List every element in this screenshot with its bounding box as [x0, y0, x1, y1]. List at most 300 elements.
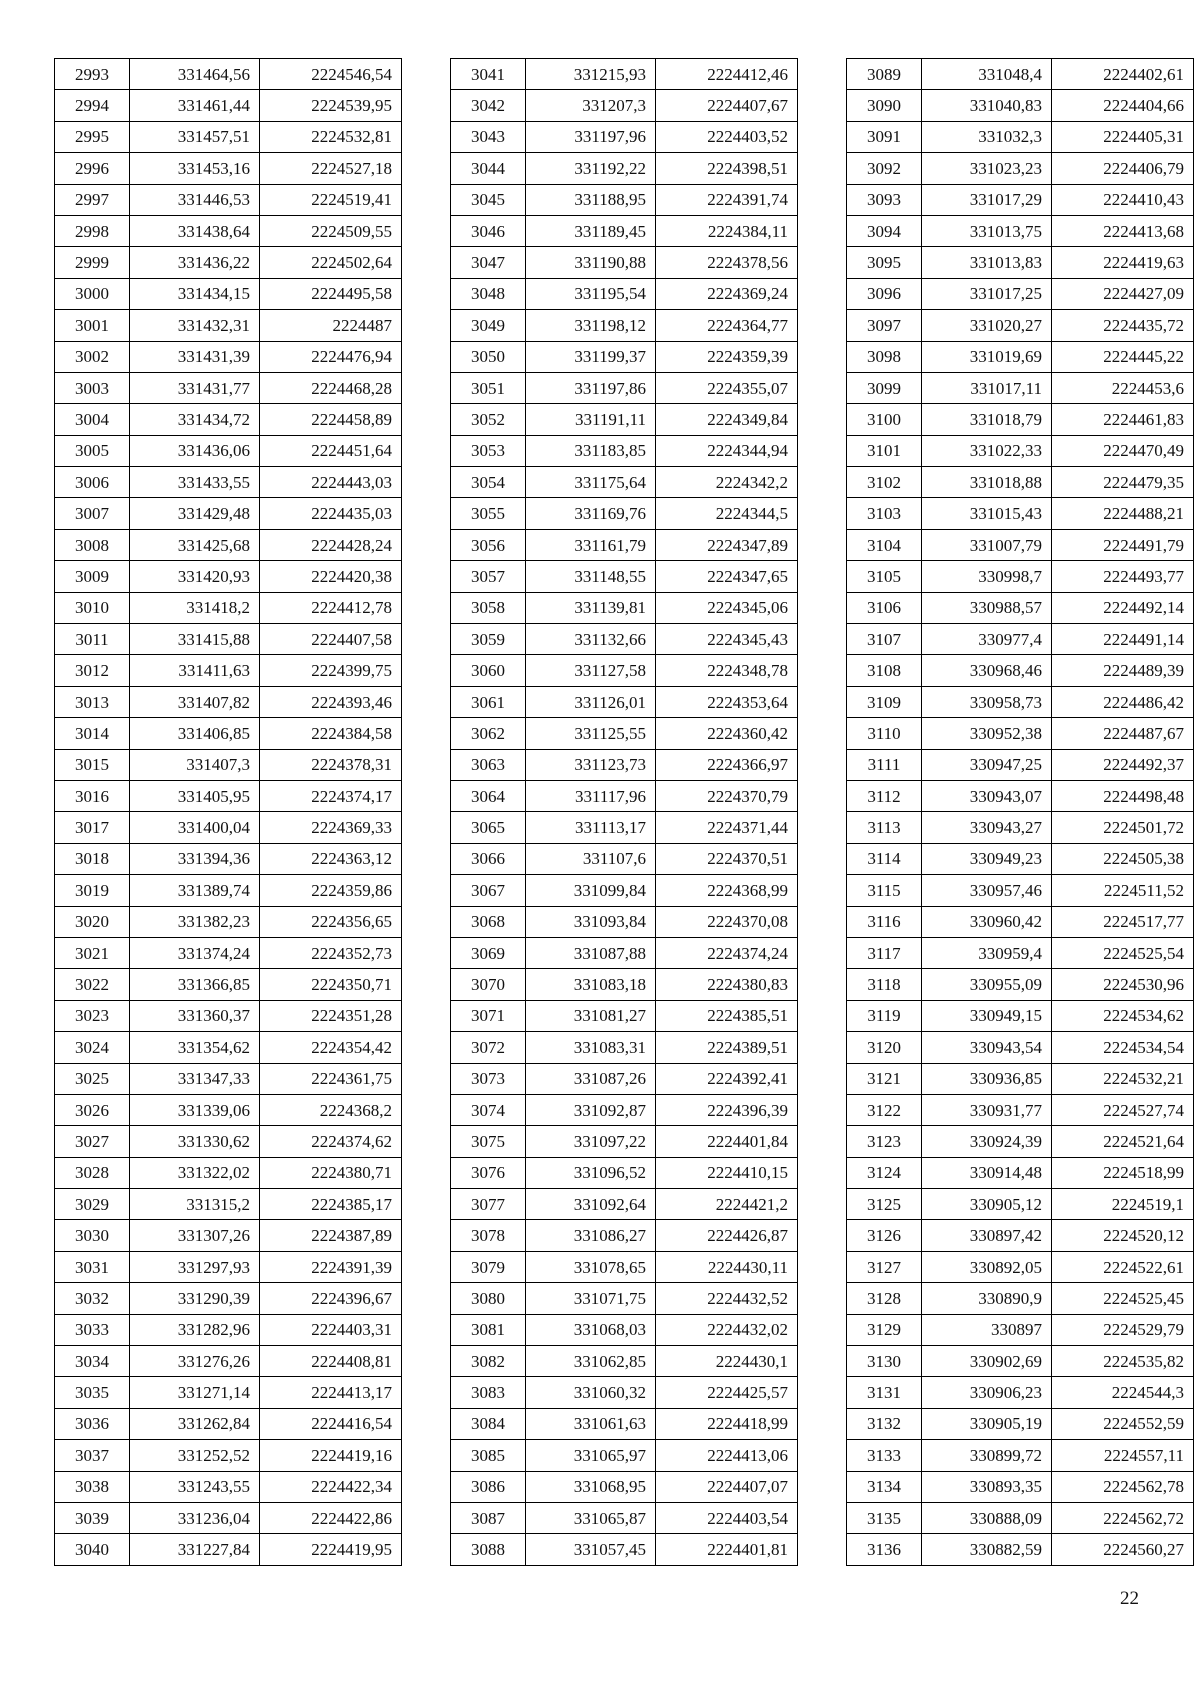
- point-number-cell: 3029: [55, 1189, 130, 1220]
- point-number-cell: 3009: [55, 561, 130, 592]
- x-coordinate-cell: 330897,42: [922, 1220, 1052, 1251]
- x-coordinate-cell: 331436,06: [130, 435, 260, 466]
- table-row: [847, 435, 1194, 466]
- x-coordinate-cell: 331113,17: [526, 812, 656, 843]
- point-number-cell: 3006: [55, 467, 130, 498]
- x-coordinate-cell: 331276,26: [130, 1346, 260, 1377]
- x-coordinate-cell: 331083,18: [526, 969, 656, 1000]
- y-coordinate-cell: 2224468,28: [260, 372, 402, 403]
- x-coordinate-cell: 331018,79: [922, 404, 1052, 435]
- table-row: [847, 1471, 1194, 1502]
- x-coordinate-cell: 331429,48: [130, 498, 260, 529]
- point-number-cell: 3022: [55, 969, 130, 1000]
- y-coordinate-cell: 2224410,43: [1052, 184, 1194, 215]
- y-coordinate-cell: 2224488,21: [1052, 498, 1194, 529]
- x-coordinate-cell: 330952,38: [922, 718, 1052, 749]
- x-coordinate-cell: 330890,9: [922, 1283, 1052, 1314]
- y-coordinate-cell: 2224430,1: [656, 1346, 798, 1377]
- y-coordinate-cell: 2224432,02: [656, 1314, 798, 1345]
- point-number-cell: 3044: [451, 153, 526, 184]
- x-coordinate-cell: 331330,62: [130, 1126, 260, 1157]
- y-coordinate-cell: 2224532,21: [1052, 1063, 1194, 1094]
- point-number-cell: 3108: [847, 655, 922, 686]
- table-row: [847, 372, 1194, 403]
- table-row: [55, 1063, 402, 1094]
- table-row: [847, 843, 1194, 874]
- point-number-cell: 3001: [55, 310, 130, 341]
- table-row: [451, 467, 798, 498]
- point-number-cell: 3110: [847, 718, 922, 749]
- x-coordinate-cell: 331148,55: [526, 561, 656, 592]
- table-row: [451, 215, 798, 246]
- y-coordinate-cell: 2224352,73: [260, 937, 402, 968]
- x-coordinate-cell: 331315,2: [130, 1189, 260, 1220]
- y-coordinate-cell: 2224344,5: [656, 498, 798, 529]
- point-number-cell: 3084: [451, 1408, 526, 1439]
- point-number-cell: 2996: [55, 153, 130, 184]
- table-row: [847, 59, 1194, 90]
- x-coordinate-cell: 330897: [922, 1314, 1052, 1345]
- table-row: [451, 153, 798, 184]
- x-coordinate-cell: 331183,85: [526, 435, 656, 466]
- point-number-cell: 3038: [55, 1471, 130, 1502]
- x-coordinate-cell: 330955,09: [922, 969, 1052, 1000]
- point-number-cell: 3031: [55, 1251, 130, 1282]
- point-number-cell: 3081: [451, 1314, 526, 1345]
- table-row: [451, 1377, 798, 1408]
- y-coordinate-cell: 2224342,2: [656, 467, 798, 498]
- table-row: [55, 561, 402, 592]
- x-coordinate-cell: 330906,23: [922, 1377, 1052, 1408]
- table-row: [451, 341, 798, 372]
- x-coordinate-cell: 331123,73: [526, 749, 656, 780]
- point-number-cell: 3017: [55, 812, 130, 843]
- y-coordinate-cell: 2224491,79: [1052, 529, 1194, 560]
- y-coordinate-cell: 2224345,43: [656, 624, 798, 655]
- x-coordinate-cell: 331197,96: [526, 121, 656, 152]
- table-row: [55, 906, 402, 937]
- x-coordinate-cell: 331126,01: [526, 686, 656, 717]
- x-coordinate-cell: 331099,84: [526, 875, 656, 906]
- y-coordinate-cell: 2224347,89: [656, 529, 798, 560]
- table-row: [451, 624, 798, 655]
- point-number-cell: 3033: [55, 1314, 130, 1345]
- point-number-cell: 3100: [847, 404, 922, 435]
- point-number-cell: 3077: [451, 1189, 526, 1220]
- y-coordinate-cell: 2224501,72: [1052, 812, 1194, 843]
- x-coordinate-cell: 331360,37: [130, 1000, 260, 1031]
- y-coordinate-cell: 2224432,52: [656, 1283, 798, 1314]
- table-row: [55, 843, 402, 874]
- table-row: [451, 686, 798, 717]
- point-number-cell: 3074: [451, 1094, 526, 1125]
- x-coordinate-cell: 331407,3: [130, 749, 260, 780]
- x-coordinate-cell: 330914,48: [922, 1157, 1052, 1188]
- x-coordinate-cell: 331092,64: [526, 1189, 656, 1220]
- y-coordinate-cell: 2224453,6: [1052, 372, 1194, 403]
- x-coordinate-cell: 331071,75: [526, 1283, 656, 1314]
- y-coordinate-cell: 2224492,14: [1052, 592, 1194, 623]
- table-row: [451, 1283, 798, 1314]
- table-row: [55, 875, 402, 906]
- point-number-cell: 3095: [847, 247, 922, 278]
- table-row: [847, 278, 1194, 309]
- x-coordinate-cell: 331198,12: [526, 310, 656, 341]
- point-number-cell: 3128: [847, 1283, 922, 1314]
- y-coordinate-cell: 2224458,89: [260, 404, 402, 435]
- x-coordinate-cell: 331227,84: [130, 1534, 260, 1565]
- x-coordinate-cell: 331339,06: [130, 1094, 260, 1125]
- y-coordinate-cell: 2224368,2: [260, 1094, 402, 1125]
- point-number-cell: 3026: [55, 1094, 130, 1125]
- x-coordinate-cell: 331189,45: [526, 215, 656, 246]
- y-coordinate-cell: 2224406,79: [1052, 153, 1194, 184]
- x-coordinate-cell: 331199,37: [526, 341, 656, 372]
- point-number-cell: 3130: [847, 1346, 922, 1377]
- table-row: [847, 341, 1194, 372]
- table-row: [847, 624, 1194, 655]
- y-coordinate-cell: 2224443,03: [260, 467, 402, 498]
- point-number-cell: 3135: [847, 1502, 922, 1533]
- point-number-cell: 3073: [451, 1063, 526, 1094]
- y-coordinate-cell: 2224525,45: [1052, 1283, 1194, 1314]
- point-number-cell: 3051: [451, 372, 526, 403]
- point-number-cell: 3106: [847, 592, 922, 623]
- table-row: [55, 1314, 402, 1345]
- x-coordinate-cell: 331297,93: [130, 1251, 260, 1282]
- table-row: [451, 278, 798, 309]
- table-row: [55, 1471, 402, 1502]
- y-coordinate-cell: 2224407,67: [656, 90, 798, 121]
- y-coordinate-cell: 2224412,78: [260, 592, 402, 623]
- x-coordinate-cell: 331406,85: [130, 718, 260, 749]
- y-coordinate-cell: 2224355,07: [656, 372, 798, 403]
- x-coordinate-cell: 331366,85: [130, 969, 260, 1000]
- y-coordinate-cell: 2224378,56: [656, 247, 798, 278]
- table-row: [451, 1471, 798, 1502]
- x-coordinate-cell: 331425,68: [130, 529, 260, 560]
- point-number-cell: 3121: [847, 1063, 922, 1094]
- table-row: [55, 1283, 402, 1314]
- y-coordinate-cell: 2224476,94: [260, 341, 402, 372]
- point-number-cell: 3060: [451, 655, 526, 686]
- x-coordinate-cell: 330968,46: [922, 655, 1052, 686]
- x-coordinate-cell: 331065,87: [526, 1502, 656, 1533]
- y-coordinate-cell: 2224502,64: [260, 247, 402, 278]
- x-coordinate-cell: 331013,83: [922, 247, 1052, 278]
- x-coordinate-cell: 331431,39: [130, 341, 260, 372]
- point-number-cell: 3109: [847, 686, 922, 717]
- point-number-cell: 3032: [55, 1283, 130, 1314]
- point-number-cell: 3127: [847, 1251, 922, 1282]
- y-coordinate-cell: 2224408,81: [260, 1346, 402, 1377]
- table-row: [847, 1534, 1194, 1565]
- point-number-cell: 3004: [55, 404, 130, 435]
- table-row: [847, 1408, 1194, 1439]
- point-number-cell: 3093: [847, 184, 922, 215]
- table-row: [451, 969, 798, 1000]
- y-coordinate-cell: 2224392,41: [656, 1063, 798, 1094]
- point-number-cell: 3118: [847, 969, 922, 1000]
- point-number-cell: 3024: [55, 1032, 130, 1063]
- x-coordinate-cell: 331197,86: [526, 372, 656, 403]
- point-number-cell: 3097: [847, 310, 922, 341]
- point-number-cell: 3062: [451, 718, 526, 749]
- x-coordinate-cell: 331161,79: [526, 529, 656, 560]
- point-number-cell: 3011: [55, 624, 130, 655]
- y-coordinate-cell: 2224492,37: [1052, 749, 1194, 780]
- point-number-cell: 3133: [847, 1440, 922, 1471]
- table-row: [451, 906, 798, 937]
- y-coordinate-cell: 2224532,81: [260, 121, 402, 152]
- x-coordinate-cell: 331243,55: [130, 1471, 260, 1502]
- y-coordinate-cell: 2224539,95: [260, 90, 402, 121]
- x-coordinate-cell: 330893,35: [922, 1471, 1052, 1502]
- y-coordinate-cell: 2224421,2: [656, 1189, 798, 1220]
- point-number-cell: 2994: [55, 90, 130, 121]
- y-coordinate-cell: 2224479,35: [1052, 467, 1194, 498]
- point-number-cell: 3101: [847, 435, 922, 466]
- point-number-cell: 3013: [55, 686, 130, 717]
- x-coordinate-cell: 331322,02: [130, 1157, 260, 1188]
- table-row: [451, 1094, 798, 1125]
- table-row: [451, 121, 798, 152]
- x-coordinate-cell: 331169,76: [526, 498, 656, 529]
- table-row: [847, 247, 1194, 278]
- point-number-cell: 3054: [451, 467, 526, 498]
- x-coordinate-cell: 331464,56: [130, 59, 260, 90]
- y-coordinate-cell: 2224489,39: [1052, 655, 1194, 686]
- table-row: [55, 812, 402, 843]
- y-coordinate-cell: 2224534,62: [1052, 1000, 1194, 1031]
- point-number-cell: 3114: [847, 843, 922, 874]
- x-coordinate-cell: 331207,3: [526, 90, 656, 121]
- y-coordinate-cell: 2224522,61: [1052, 1251, 1194, 1282]
- x-coordinate-cell: 331389,74: [130, 875, 260, 906]
- x-coordinate-cell: 331347,33: [130, 1063, 260, 1094]
- y-coordinate-cell: 2224430,11: [656, 1251, 798, 1282]
- x-coordinate-cell: 331433,55: [130, 467, 260, 498]
- x-coordinate-cell: 331017,25: [922, 278, 1052, 309]
- point-number-cell: 3082: [451, 1346, 526, 1377]
- point-number-cell: 2995: [55, 121, 130, 152]
- x-coordinate-cell: 331013,75: [922, 215, 1052, 246]
- y-coordinate-cell: 2224560,27: [1052, 1534, 1194, 1565]
- table-row: [55, 372, 402, 403]
- y-coordinate-cell: 2224407,07: [656, 1471, 798, 1502]
- x-coordinate-cell: 331068,03: [526, 1314, 656, 1345]
- point-number-cell: 3115: [847, 875, 922, 906]
- x-coordinate-cell: 331434,72: [130, 404, 260, 435]
- point-number-cell: 3132: [847, 1408, 922, 1439]
- point-number-cell: 3120: [847, 1032, 922, 1063]
- y-coordinate-cell: 2224364,77: [656, 310, 798, 341]
- y-coordinate-cell: 2224419,95: [260, 1534, 402, 1565]
- x-coordinate-cell: 331065,97: [526, 1440, 656, 1471]
- x-coordinate-cell: 330899,72: [922, 1440, 1052, 1471]
- table-row: [451, 1032, 798, 1063]
- y-coordinate-cell: 2224534,54: [1052, 1032, 1194, 1063]
- x-coordinate-cell: 331083,31: [526, 1032, 656, 1063]
- point-number-cell: 3122: [847, 1094, 922, 1125]
- y-coordinate-cell: 2224413,68: [1052, 215, 1194, 246]
- point-number-cell: 3092: [847, 153, 922, 184]
- x-coordinate-cell: 331057,45: [526, 1534, 656, 1565]
- table-row: [847, 780, 1194, 811]
- point-number-cell: 3016: [55, 780, 130, 811]
- y-coordinate-cell: 2224509,55: [260, 215, 402, 246]
- table-row: [55, 90, 402, 121]
- point-number-cell: 3065: [451, 812, 526, 843]
- point-number-cell: 3048: [451, 278, 526, 309]
- table-row: [847, 592, 1194, 623]
- table-row: [55, 529, 402, 560]
- x-coordinate-cell: 331407,82: [130, 686, 260, 717]
- table-row: [451, 498, 798, 529]
- table-row: [55, 718, 402, 749]
- y-coordinate-cell: 2224493,77: [1052, 561, 1194, 592]
- coordinates-table-1: [54, 58, 402, 1566]
- y-coordinate-cell: 2224428,24: [260, 529, 402, 560]
- table-row: [847, 718, 1194, 749]
- table-row: [847, 310, 1194, 341]
- y-coordinate-cell: 2224354,42: [260, 1032, 402, 1063]
- x-coordinate-cell: 331382,23: [130, 906, 260, 937]
- point-number-cell: 3034: [55, 1346, 130, 1377]
- point-number-cell: 3131: [847, 1377, 922, 1408]
- y-coordinate-cell: 2224374,62: [260, 1126, 402, 1157]
- point-number-cell: 3079: [451, 1251, 526, 1282]
- table-row: [451, 1346, 798, 1377]
- x-coordinate-cell: 331081,27: [526, 1000, 656, 1031]
- table-row: [55, 686, 402, 717]
- table-row: [55, 749, 402, 780]
- x-coordinate-cell: 331453,16: [130, 153, 260, 184]
- y-coordinate-cell: 2224368,99: [656, 875, 798, 906]
- y-coordinate-cell: 2224374,17: [260, 780, 402, 811]
- point-number-cell: 3014: [55, 718, 130, 749]
- point-number-cell: 3125: [847, 1189, 922, 1220]
- y-coordinate-cell: 2224348,78: [656, 655, 798, 686]
- y-coordinate-cell: 2224371,44: [656, 812, 798, 843]
- y-coordinate-cell: 2224361,75: [260, 1063, 402, 1094]
- table-row: [847, 404, 1194, 435]
- table-row: [55, 184, 402, 215]
- table-row: [847, 467, 1194, 498]
- x-coordinate-cell: 331023,23: [922, 153, 1052, 184]
- y-coordinate-cell: 2224389,51: [656, 1032, 798, 1063]
- table-row: [55, 1440, 402, 1471]
- y-coordinate-cell: 2224422,86: [260, 1502, 402, 1533]
- x-coordinate-cell: 331048,4: [922, 59, 1052, 90]
- y-coordinate-cell: 2224350,71: [260, 969, 402, 1000]
- y-coordinate-cell: 2224527,74: [1052, 1094, 1194, 1125]
- table-row: [55, 121, 402, 152]
- x-coordinate-cell: 331127,58: [526, 655, 656, 686]
- x-coordinate-cell: 331271,14: [130, 1377, 260, 1408]
- coordinates-table-2: [450, 58, 798, 1566]
- point-number-cell: 3068: [451, 906, 526, 937]
- point-number-cell: 3036: [55, 1408, 130, 1439]
- y-coordinate-cell: 2224419,16: [260, 1440, 402, 1471]
- x-coordinate-cell: 331282,96: [130, 1314, 260, 1345]
- page-number: 22: [1120, 1588, 1139, 1609]
- table-row: [847, 969, 1194, 1000]
- x-coordinate-cell: 331087,26: [526, 1063, 656, 1094]
- x-coordinate-cell: 331290,39: [130, 1283, 260, 1314]
- table-row: [55, 592, 402, 623]
- table-row: [55, 247, 402, 278]
- x-coordinate-cell: 331086,27: [526, 1220, 656, 1251]
- table-row: [847, 215, 1194, 246]
- point-number-cell: 3078: [451, 1220, 526, 1251]
- y-coordinate-cell: 2224413,17: [260, 1377, 402, 1408]
- table-row: [55, 467, 402, 498]
- y-coordinate-cell: 2224517,77: [1052, 906, 1194, 937]
- table-row: [451, 90, 798, 121]
- table-row: [847, 937, 1194, 968]
- table-row: [847, 906, 1194, 937]
- x-coordinate-cell: 331415,88: [130, 624, 260, 655]
- y-coordinate-cell: 2224520,12: [1052, 1220, 1194, 1251]
- point-number-cell: 2999: [55, 247, 130, 278]
- y-coordinate-cell: 2224347,65: [656, 561, 798, 592]
- x-coordinate-cell: 330902,69: [922, 1346, 1052, 1377]
- table-row: [55, 1157, 402, 1188]
- table-row: [55, 1220, 402, 1251]
- y-coordinate-cell: 2224529,79: [1052, 1314, 1194, 1345]
- table-row: [55, 278, 402, 309]
- table-row: [847, 1314, 1194, 1345]
- x-coordinate-cell: 330943,07: [922, 780, 1052, 811]
- x-coordinate-cell: 331411,63: [130, 655, 260, 686]
- table-row: [451, 1502, 798, 1533]
- point-number-cell: 3021: [55, 937, 130, 968]
- x-coordinate-cell: 331191,11: [526, 404, 656, 435]
- y-coordinate-cell: 2224369,24: [656, 278, 798, 309]
- point-number-cell: 3056: [451, 529, 526, 560]
- x-coordinate-cell: 331096,52: [526, 1157, 656, 1188]
- x-coordinate-cell: 331307,26: [130, 1220, 260, 1251]
- table-row: [451, 1189, 798, 1220]
- table-row: [451, 1314, 798, 1345]
- x-coordinate-cell: 330977,4: [922, 624, 1052, 655]
- x-coordinate-cell: 331020,27: [922, 310, 1052, 341]
- point-number-cell: 3136: [847, 1534, 922, 1565]
- x-coordinate-cell: 331097,22: [526, 1126, 656, 1157]
- y-coordinate-cell: 2224351,28: [260, 1000, 402, 1031]
- point-number-cell: 3028: [55, 1157, 130, 1188]
- y-coordinate-cell: 2224391,39: [260, 1251, 402, 1282]
- table-row: [55, 937, 402, 968]
- x-coordinate-cell: 331374,24: [130, 937, 260, 968]
- point-number-cell: 3076: [451, 1157, 526, 1188]
- point-number-cell: 3042: [451, 90, 526, 121]
- table-row: [847, 655, 1194, 686]
- y-coordinate-cell: 2224562,72: [1052, 1502, 1194, 1533]
- point-number-cell: 3085: [451, 1440, 526, 1471]
- point-number-cell: 3116: [847, 906, 922, 937]
- point-number-cell: 3090: [847, 90, 922, 121]
- point-number-cell: 3083: [451, 1377, 526, 1408]
- y-coordinate-cell: 2224416,54: [260, 1408, 402, 1439]
- x-coordinate-cell: 331195,54: [526, 278, 656, 309]
- x-coordinate-cell: 331215,93: [526, 59, 656, 90]
- table-row: [847, 1346, 1194, 1377]
- x-coordinate-cell: 330882,59: [922, 1534, 1052, 1565]
- point-number-cell: 3020: [55, 906, 130, 937]
- x-coordinate-cell: 331420,93: [130, 561, 260, 592]
